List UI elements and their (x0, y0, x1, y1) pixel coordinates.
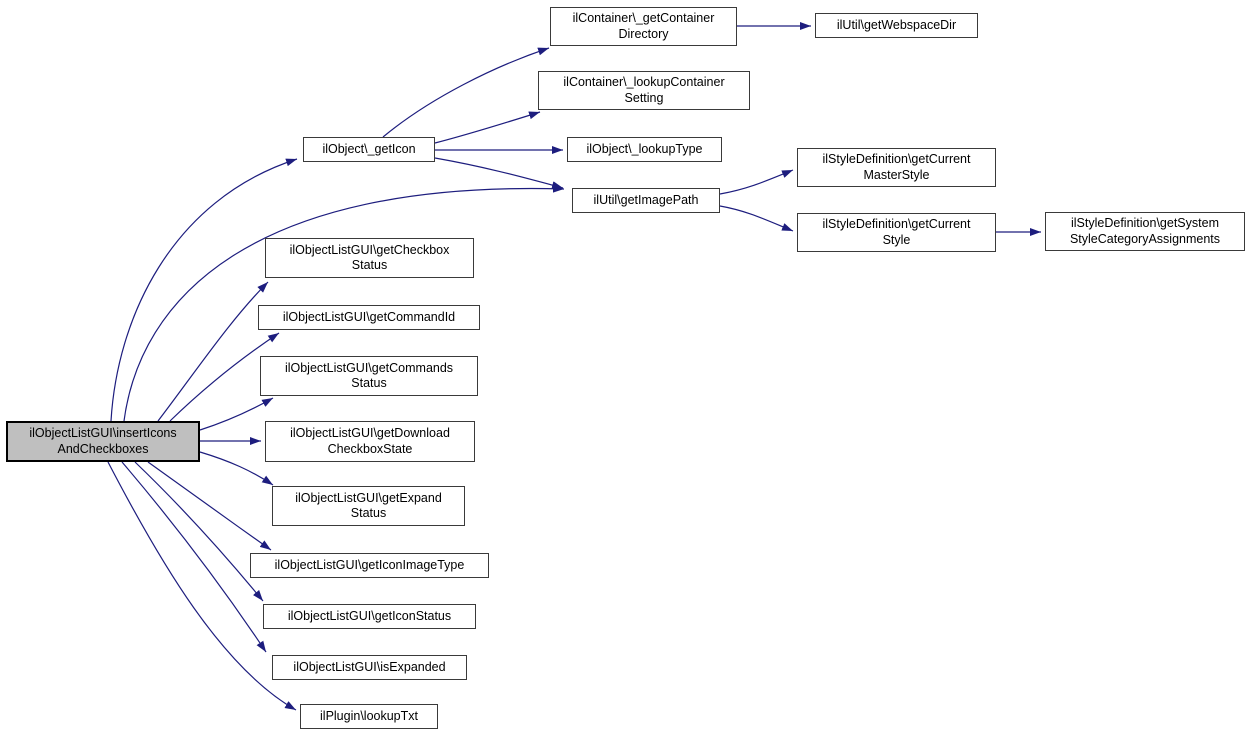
node-label: ilStyleDefinition\getCurrent MasterStyle (822, 152, 971, 182)
node-label: ilObjectListGUI\getCommands Status (284, 360, 454, 390)
node-isExpanded[interactable] (272, 655, 467, 680)
node-getDownloadCheckboxState[interactable] (265, 421, 475, 462)
node-getImagePath[interactable] (572, 188, 720, 213)
edge-insertIconsAndCheckboxes-to-getIconImageType (148, 462, 271, 550)
node-getCommandsStatus[interactable] (260, 356, 478, 396)
node-lookupType[interactable] (567, 137, 722, 162)
edge-insertIconsAndCheckboxes-to-getCommandsStatus (200, 398, 273, 430)
node-getCurrentMasterStyle[interactable] (797, 148, 996, 187)
edge-getIcon-to-getContainerDirectory (383, 48, 549, 137)
node-label: ilPlugin\lookupTxt (320, 708, 418, 723)
edge-insertIconsAndCheckboxes-to-getIconStatus (135, 462, 263, 601)
edge-getImagePath-to-getCurrentMasterStyle (720, 170, 793, 194)
edge-group (108, 26, 1041, 710)
node-label: ilUtil\getWebspaceDir (836, 17, 957, 32)
node-lookupTxt[interactable] (300, 704, 438, 729)
edge-insertIconsAndCheckboxes-to-getExpandStatus (200, 452, 273, 485)
node-label: ilStyleDefinition\getSystem StyleCategoryAssignments (1069, 216, 1221, 246)
node-label: ilObjectListGUI\getDownload CheckboxState (290, 426, 450, 456)
node-getExpandStatus[interactable] (272, 486, 465, 526)
node-label: ilUtil\getImagePath (593, 192, 699, 207)
edge-getIcon-to-getImagePath (435, 158, 563, 188)
node-getWebspaceDir[interactable] (815, 13, 978, 38)
node-getIconStatus[interactable] (263, 604, 476, 629)
node-label: ilObjectListGUI\insertIcons AndCheckboxes (29, 426, 177, 456)
node-getCurrentStyle[interactable] (797, 213, 996, 252)
edge-insertIconsAndCheckboxes-to-lookupTxt (108, 462, 296, 710)
edge-insertIconsAndCheckboxes-to-isExpanded (122, 462, 266, 652)
node-label: ilObjectListGUI\getIconImageType (274, 557, 465, 572)
node-label: ilObjectListGUI\isExpanded (293, 659, 446, 674)
node-insertIconsAndCheckboxes[interactable] (6, 421, 200, 462)
edge-getImagePath-to-getCurrentStyle (720, 206, 793, 231)
node-label: ilContainer\_getContainer Directory (572, 11, 715, 41)
node-label: ilStyleDefinition\getCurrent Style (822, 217, 971, 247)
node-label: ilContainer\_lookupContainer Setting (563, 75, 725, 105)
node-getCheckboxStatus[interactable] (265, 238, 474, 278)
node-lookupContainerSetting[interactable] (538, 71, 750, 110)
node-label: ilObjectListGUI\getCommandId (282, 309, 456, 324)
node-label: ilObject\_lookupType (586, 141, 703, 156)
edge-getIcon-to-lookupContainerSetting (435, 112, 540, 143)
node-label: ilObjectListGUI\getIconStatus (287, 608, 452, 623)
node-label: ilObject\_getIcon (322, 141, 416, 156)
node-getIcon[interactable] (303, 137, 435, 162)
node-getSystemStyleCategoryAssignments[interactable] (1045, 212, 1245, 251)
node-label: ilObjectListGUI\getCheckbox Status (289, 242, 450, 272)
node-label: ilObjectListGUI\getExpand Status (295, 490, 442, 520)
node-getCommandId[interactable] (258, 305, 480, 330)
node-getIconImageType[interactable] (250, 553, 489, 578)
node-getContainerDirectory[interactable] (550, 7, 737, 46)
